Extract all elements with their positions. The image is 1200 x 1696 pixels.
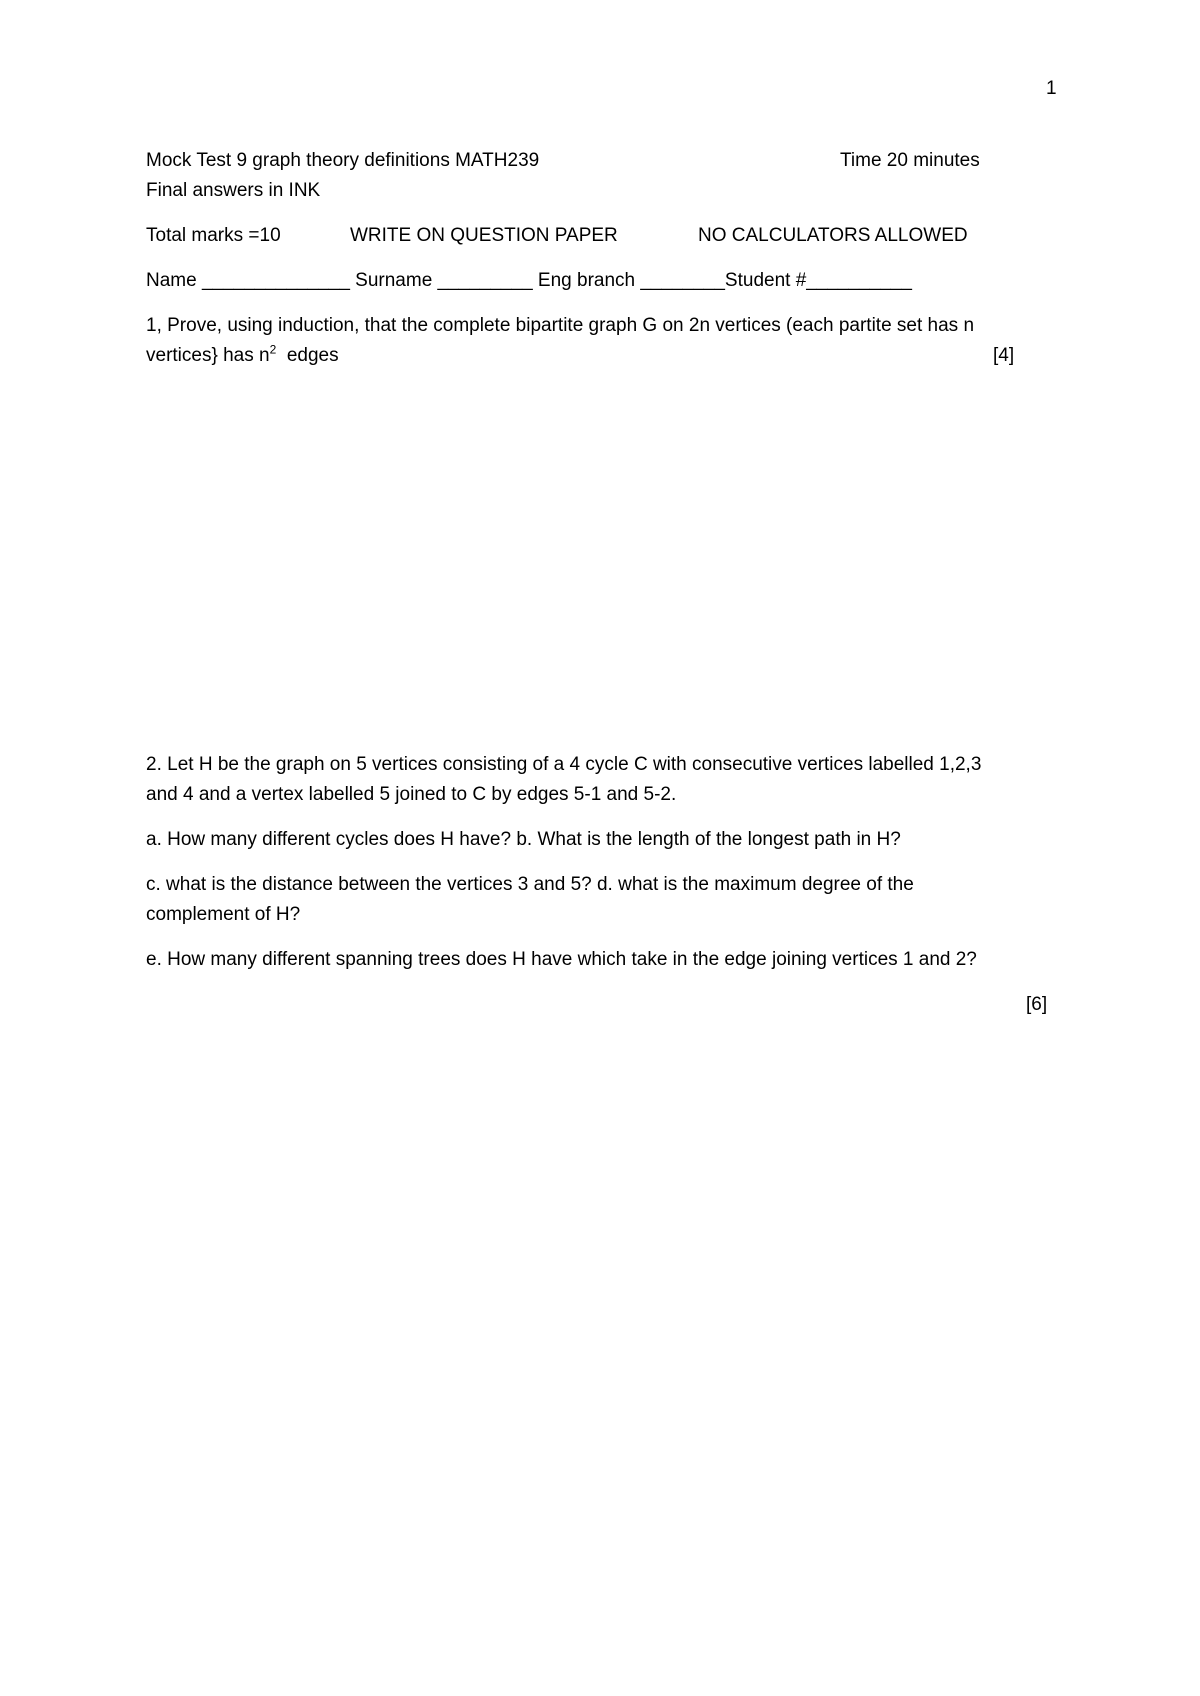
question-2-marks: [6] [1026,994,1048,1015]
question-2-parts-c-d-line-1: c. what is the distance between the vertices 3 and 5? d. what is the maximum degree of the [146,874,914,895]
question-2-parts-a-b: a. How many different cycles does H have? b. What is the length of the longest path in H? [146,829,901,850]
page-number: 1 [1046,78,1057,99]
question-1-line-2-suffix: edges [276,345,339,366]
test-title: Mock Test 9 graph theory definitions MATH239 [146,150,540,171]
question-1-line-1: 1, Prove, using induction, that the complete bipartite graph G on 2n vertices (each partite set has n [146,315,975,336]
question-2-part-e: e. How many different spanning trees does H have which take in the edge joining vertices 1 and 2? [146,949,977,970]
time-limit: Time 20 minutes [840,150,980,171]
question-1-line-2-prefix: vertices} has n [146,345,270,366]
question-2-line-2: and 4 and a vertex labelled 5 joined to C by edges 5-1 and 5-2. [146,784,677,805]
write-on-paper-note: WRITE ON QUESTION PAPER [350,225,618,246]
question-1-marks: [4] [993,345,1015,366]
total-marks: Total marks =10 [146,225,281,246]
student-details-row: Name ______________ Surname _________ Eng branch ________Student #__________ [146,270,912,291]
question-2-line-1: 2. Let H be the graph on 5 vertices consisting of a 4 cycle C with consecutive vertices labelled 1,2,3 [146,754,982,775]
question-1-line-2 [146,341,339,371]
no-calculators-note: NO CALCULATORS ALLOWED [698,225,968,246]
question-2-parts-c-d-line-2: complement of H? [146,904,301,925]
final-answers-note: Final answers in INK [146,180,321,201]
question-1-exponent: 2 [269,342,277,357]
